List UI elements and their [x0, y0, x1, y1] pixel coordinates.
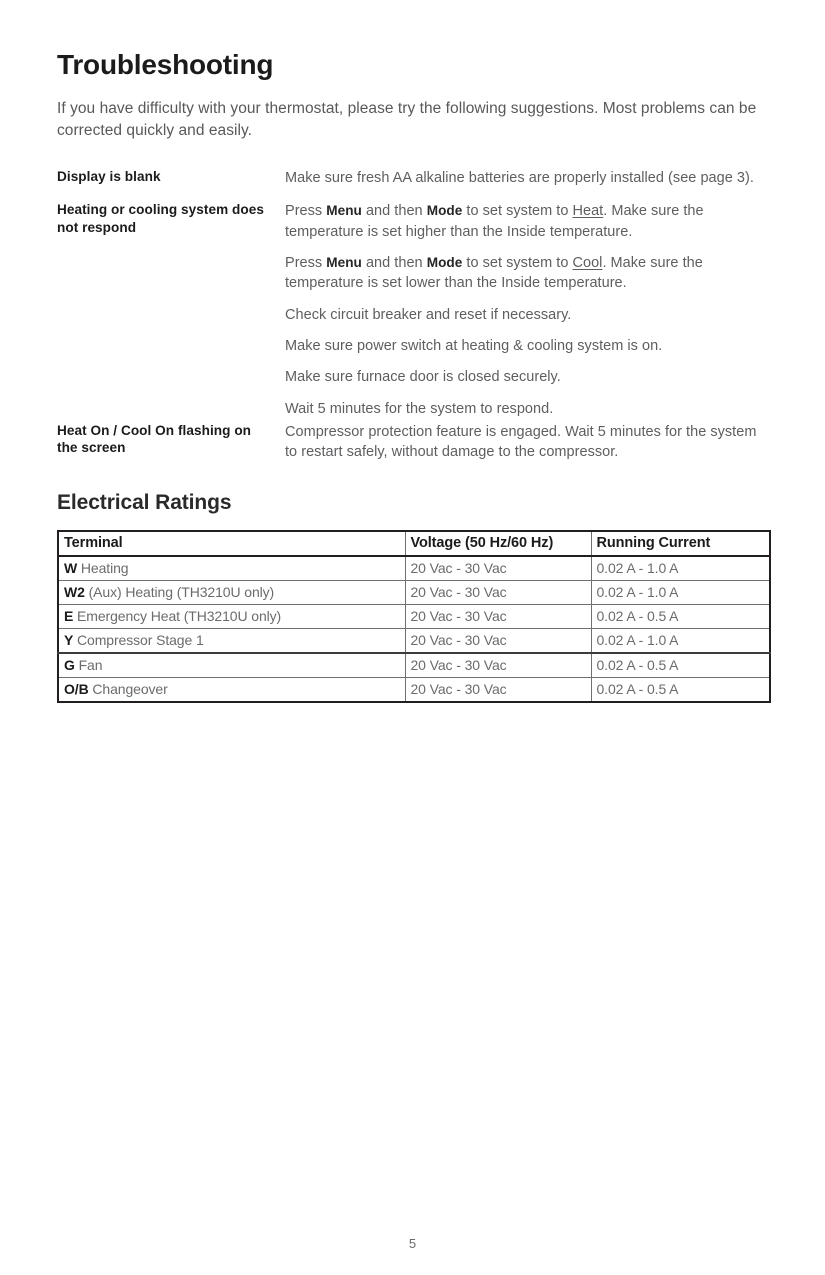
- running-current-cell: 0.02 A - 0.5 A: [591, 678, 770, 703]
- troubleshooting-paragraph: [285, 367, 769, 387]
- troubleshooting-row: [57, 422, 769, 463]
- page-title: Troubleshooting: [57, 49, 274, 80]
- troubleshooting-paragraph: [285, 399, 769, 419]
- troubleshooting-row-label: Display is blank: [57, 169, 161, 185]
- terminal-description: Fan: [78, 657, 103, 674]
- body-text: Make sure power switch at heating & cooling system is on.: [285, 337, 663, 354]
- table-row: [58, 605, 770, 629]
- ratings-body: [58, 556, 770, 702]
- ratings-column-header: Voltage (50 Hz/60 Hz): [405, 531, 591, 556]
- troubleshooting-paragraph: [285, 253, 769, 294]
- troubleshooting-paragraph: [285, 336, 769, 356]
- ratings-header-row: [58, 531, 770, 556]
- body-text: . Make sure the temperature is set higher than the Inside temperature.: [285, 203, 704, 240]
- emphasis-text: Menu: [326, 203, 362, 219]
- terminal-code: Y: [64, 632, 74, 649]
- voltage-cell: 20 Vac - 30 Vac: [405, 556, 591, 581]
- troubleshooting-paragraph: [285, 168, 769, 188]
- voltage-cell: 20 Vac - 30 Vac: [405, 653, 591, 678]
- terminal-description: (Aux) Heating (TH3210U only): [88, 584, 275, 601]
- table-row: [58, 629, 770, 654]
- troubleshooting-row-body: [285, 168, 769, 201]
- voltage-cell: 20 Vac - 30 Vac: [405, 678, 591, 703]
- running-current-cell: 0.02 A - 1.0 A: [591, 581, 770, 605]
- body-text: Make sure fresh AA alkaline batteries are properly installed (see page 3).: [285, 170, 754, 187]
- troubleshooting-paragraph: [285, 201, 769, 242]
- body-text: Press: [285, 255, 327, 272]
- terminal-description: Compressor Stage 1: [77, 632, 204, 649]
- troubleshooting-row-label: Heating or cooling system does not respond: [57, 202, 264, 235]
- table-row: [58, 581, 770, 605]
- terminal-description: Changeover: [92, 681, 168, 698]
- troubleshooting-row: [57, 201, 769, 421]
- terminal-code: W: [64, 560, 78, 577]
- body-text: Press: [285, 203, 327, 220]
- table-row: [58, 653, 770, 678]
- terminal-description: Heating: [80, 560, 129, 577]
- troubleshooting-table: [57, 168, 769, 462]
- body-text: and then: [361, 255, 427, 272]
- underlined-term: Heat: [572, 203, 604, 220]
- terminal-cell: [58, 605, 405, 629]
- troubleshooting-row-body: [285, 422, 769, 463]
- body-text: Compressor protection feature is engaged. Wait 5 minutes for the system to restart safely, without damage to the compressor.: [285, 423, 757, 461]
- voltage-cell: 20 Vac - 30 Vac: [405, 581, 591, 605]
- terminal-code: E: [64, 608, 74, 625]
- emphasis-text: Mode: [426, 255, 463, 271]
- terminal-cell: [58, 581, 405, 605]
- intro-paragraph: If you have difficulty with your thermostat, please try the following suggestions. Most problems can be corrected quickly and easily.: [57, 100, 757, 140]
- terminal-cell: [58, 678, 405, 703]
- running-current-cell: 0.02 A - 0.5 A: [591, 605, 770, 629]
- voltage-cell: 20 Vac - 30 Vac: [405, 629, 591, 654]
- body-text: . Make sure the temperature is set lower than the Inside temperature.: [285, 255, 703, 292]
- table-row: [58, 678, 770, 703]
- troubleshooting-paragraph: [285, 422, 769, 463]
- troubleshooting-paragraph: [285, 305, 769, 325]
- voltage-cell: 20 Vac - 30 Vac: [405, 605, 591, 629]
- body-text: to set system to: [462, 203, 573, 220]
- table-row: [58, 556, 770, 581]
- troubleshooting-body: [57, 168, 769, 462]
- underlined-term: Cool: [572, 255, 603, 272]
- emphasis-text: Mode: [426, 203, 463, 219]
- running-current-cell: 0.02 A - 0.5 A: [591, 653, 770, 678]
- body-text: Wait 5 minutes for the system to respond.: [285, 400, 554, 417]
- emphasis-text: Menu: [326, 255, 362, 271]
- terminal-description: Emergency Heat (TH3210U only): [77, 608, 282, 625]
- page-number: 5: [408, 1236, 417, 1251]
- terminal-code: W2: [64, 584, 85, 601]
- ratings-column-header: Terminal: [58, 531, 405, 556]
- page-content: [57, 50, 769, 703]
- terminal-cell: [58, 556, 405, 581]
- section-spacer: [57, 462, 769, 491]
- ratings-column-header: Running Current: [591, 531, 770, 556]
- terminal-cell: [58, 653, 405, 678]
- running-current-cell: 0.02 A - 1.0 A: [591, 629, 770, 654]
- terminal-code: G: [64, 657, 75, 674]
- body-text: Check circuit breaker and reset if necessary.: [285, 306, 572, 323]
- running-current-cell: 0.02 A - 1.0 A: [591, 556, 770, 581]
- troubleshooting-row: [57, 168, 769, 201]
- electrical-ratings-title: Electrical Ratings: [57, 491, 232, 515]
- terminal-cell: [58, 629, 405, 654]
- body-text: to set system to: [462, 255, 573, 272]
- electrical-ratings-table: [57, 530, 771, 703]
- ratings-head: [58, 531, 770, 556]
- troubleshooting-row-body: [285, 201, 769, 421]
- terminal-code: O/B: [64, 681, 89, 698]
- body-text: and then: [361, 203, 427, 220]
- body-text: Make sure furnace door is closed securely.: [285, 369, 561, 386]
- troubleshooting-row-label: Heat On / Cool On flashing on the screen: [57, 422, 252, 456]
